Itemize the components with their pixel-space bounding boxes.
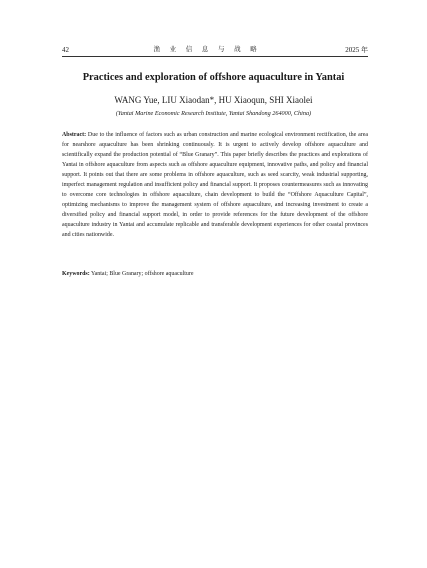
page-number: 42 [62, 46, 69, 54]
abstract-text: Due to the influence of factors such as urban construction and marine ecological environment rectification, the area for nearshore aquaculture has been shrinking continuously. It is urgent to actively develop offshore aquaculture and scientifically expand the production potential of “Blue Granary”. This paper briefly describes the practices and explorations of Yantai in offshore aquaculture from aspects such as offshore aquaculture equipment, innovative paths, and policy and financial support. It points out that there are some problems in offshore aquaculture, such as seed scarcity, weak industrial supporting, imperfect management regulation and insufficient policy and financial support. It proposes countermeasures such as innovating to overcome core technologies in offshore aquaculture, chain development to build the “Offshore Aquaculture Capital”, optimizing mechanisms to improve the management system of offshore aquaculture, and increasing investment to create a diversified policy and financial support model, in order to provide references for the future development of the offshore aquaculture industry in Yantai and accumulate replicable and transferable development experiences for other coastal provinces and cities nationwide. [62, 132, 368, 239]
keywords-label: Keywords: [62, 271, 90, 277]
running-header [62, 44, 368, 56]
journal-name: 渔 业 信 息 与 战 略 [153, 46, 261, 53]
author-list: WANG Yue, LIU Xiaodan*, HU Xiaoqun, SHI Xiaolei [114, 95, 313, 105]
abstract-label: Abstract: [62, 132, 87, 138]
publication-year: 2025 年 [345, 46, 368, 54]
article-title: Practices and exploration of offshore aquaculture in Yantai [82, 72, 345, 83]
keywords-text: Yantai; Blue Granary; offshore aquaculture [89, 271, 194, 277]
keywords-line [62, 269, 368, 279]
author-affiliation: (Yantai Marine Economic Research Institute, Yantai Shandong 264000, China) [115, 110, 312, 117]
abstract-paragraph [62, 130, 368, 241]
header-rule [62, 56, 368, 57]
